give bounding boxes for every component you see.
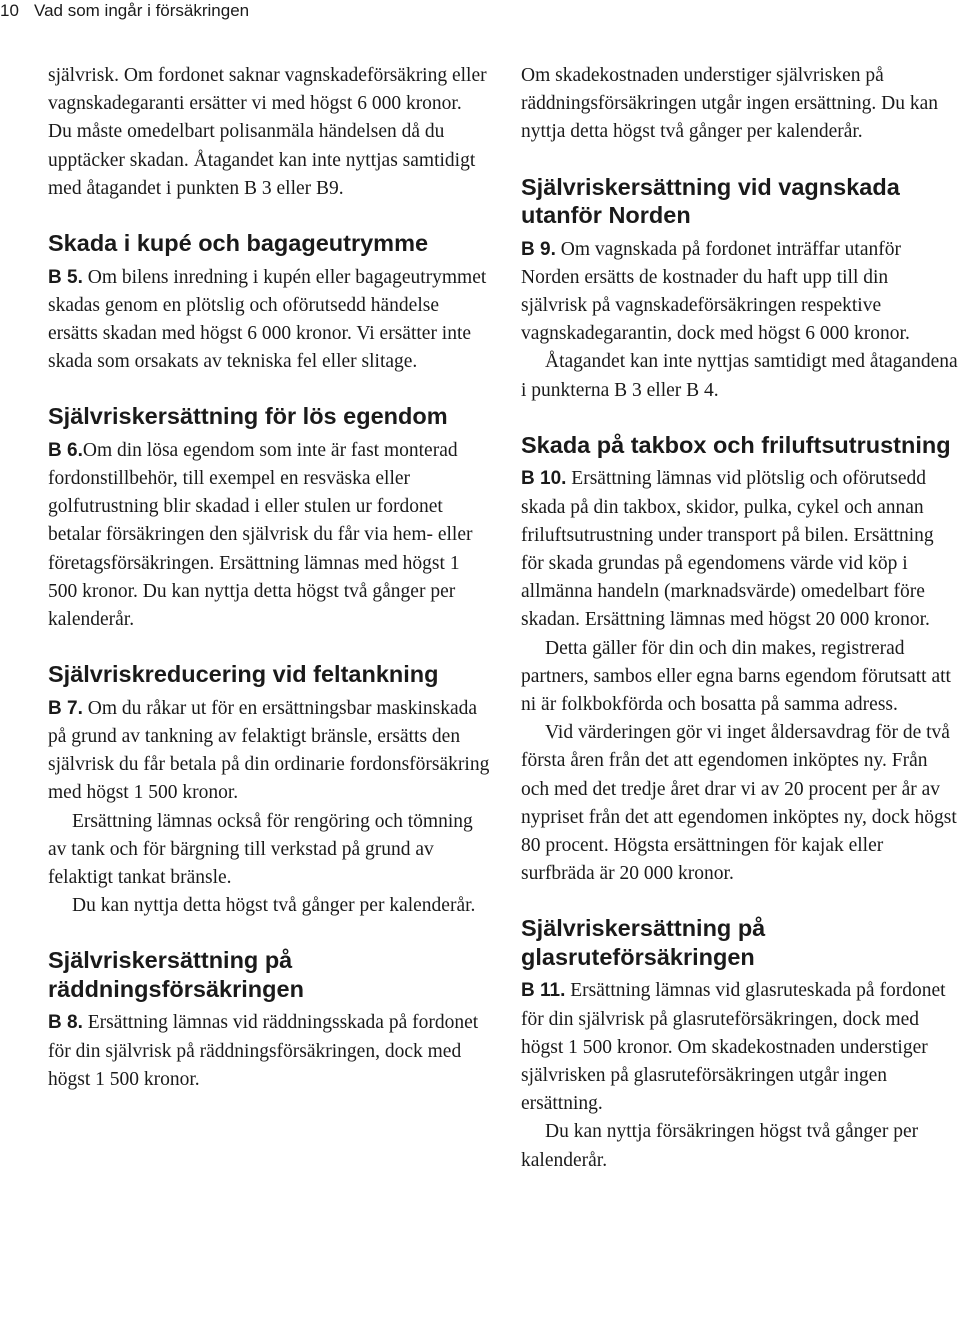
section-b10-paragraph-3: Vid värderingen gör vi inget åldersavdrag för de två första åren från det att egendomen inköptes ny. Från och med det tredje året drar vi av 20 procent per år av nypriset från det att egendomen inköptes ny, dock högst 80 procent. Högsta ersättningen för kajak eller surfbräda är 20 000 kronor. (521, 722, 957, 885)
section-b7-paragraph-3: Du kan nyttja detta högst två gånger per kalenderår. (72, 895, 476, 917)
section-b9-code: B 9. (521, 238, 556, 260)
page-header (0, 0, 960, 24)
page-number: 10 (0, 1, 19, 20)
left-column (48, 62, 490, 1094)
section-b8-paragraph (48, 1009, 490, 1094)
section-b11-code: B 11. (521, 980, 566, 1002)
section-b5-text: Om bilens inredning i kupén eller bagageutrymmet skadas genom en plötslig och oförutsedd händelse ersätts skadan med högst 6 000 kronor. Vi ersätter inte skada som orsakats av tekniska fel eller slitage. (48, 266, 487, 373)
section-b6-paragraph (48, 437, 490, 634)
section-b7-text: Om du råkar ut för en ersättningsbar maskinskada på grund av tankning av felaktigt bränsle, ersätts den självrisk du får betala på din ordinarie fordonsförsäkring med högst 1 500 kronor. (48, 697, 490, 804)
section-b9-paragraph (521, 236, 958, 349)
section-b5-heading: Skada i kupé och bagageutrymme (48, 230, 429, 257)
section-b11-paragraph-2: Du kan nyttja försäkringen högst två gånger per kalenderår. (521, 1121, 919, 1171)
section-b5-code: B 5. (48, 266, 83, 288)
section-b9-text: Om vagnskada på fordonet inträffar utanför Norden ersätts de kostnader du haft upp till din självrisk på vagnskadeförsäkringen respektive vagnskadegarantin, dock med högst 6 000 kronor. (521, 238, 910, 345)
section-b6-heading: Självriskersättning för lös egendom (48, 403, 448, 430)
right-column (521, 62, 958, 1175)
section-b10-text: Ersättning lämnas vid plötslig och oförutsedd skada på din takbox, skidor, pulka, cykel och annan friluftsutrustning under transport på bilen. Ersättning för skada grundas på egendomens värde vid köp i allmänna handeln (marknadsvärde) omedelbart före skadan. Ersättning lämnas med högst 20 000 kronor. (521, 468, 934, 631)
section-b6-text: Om din lösa egendom som inte är fast monterad fordonstillbehör, till exempel en resväska eller golfutrustning blir skadad i eller stulen ur fordonet betalar försäkringen den självrisk du får via hem- eller företagsförsäkringen. Ersättning lämnas med högst 1 500 kronor. Du kan nyttja detta högst två gånger per kalenderår. (48, 439, 473, 631)
section-b5-paragraph (48, 264, 490, 377)
section-b7-code: B 7. (48, 697, 83, 719)
section-b10-code: B 10. (521, 468, 567, 490)
section-b8-code: B 8. (48, 1012, 83, 1034)
section-b8-text: Ersättning lämnas vid räddningsskada på fordonet för din självrisk på räddningsförsäkringen, dock med högst 1 500 kronor. (48, 1012, 479, 1090)
section-b6-code: B 6. (48, 439, 83, 461)
running-title: Vad som ingår i försäkringen (34, 1, 250, 20)
right-intro-paragraph: Om skadekostnaden understiger självrisken på räddningsförsäkringen utgår ingen ersättning. Du kan nyttja detta högst två gånger per kalenderår. (521, 65, 938, 143)
left-intro-paragraph: självrisk. Om fordonet saknar vagnskadeförsäkring eller vagnskadegaranti ersätter vi med högst 6 000 kronor. Du måste omedelbart polisanmäla händelsen då du upptäcker skadan. Åtagandet kan inte nyttjas samtidigt med åtagandet i punkten B 3 eller B9. (48, 65, 487, 199)
section-b7-paragraph (48, 695, 490, 808)
section-b9-paragraph-2: Åtagandet kan inte nyttjas samtidigt med åtagandena i punkterna B 3 eller B 4. (521, 351, 958, 401)
section-b10-paragraph-2: Detta gäller för din och din makes, registrerad partners, sambos eller egna barns egendom förutsatt att ni är folkbokförda och bosatta på samma adress. (521, 637, 951, 715)
section-b9-heading: Självriskersättning vid vagnskada utanför Norden (521, 173, 900, 229)
section-b7-paragraph-2: Ersättning lämnas också för rengöring och tömning av tank och för bärgning till verkstad på grund av felaktigt tankat bränsle. (48, 810, 473, 888)
section-b10-paragraph (521, 465, 958, 634)
section-b7-heading: Självriskreducering vid feltankning (48, 661, 439, 688)
section-b11-paragraph (521, 977, 958, 1118)
section-b11-heading: Självriskersättning på glasruteförsäkringen (521, 915, 766, 970)
section-b10-heading: Skada på takbox och friluftsutrustning (521, 431, 951, 458)
section-b11-text: Ersättning lämnas vid glasruteskada på fordonet för din självrisk på glasruteförsäkringen, dock med högst 1 500 kronor. Om skadekostnaden understiger självrisken på glasruteförsäkringen utgår ingen ersättning. (521, 980, 946, 1115)
section-b8-heading: Självriskersättning på räddningsförsäkringen (48, 947, 304, 1002)
